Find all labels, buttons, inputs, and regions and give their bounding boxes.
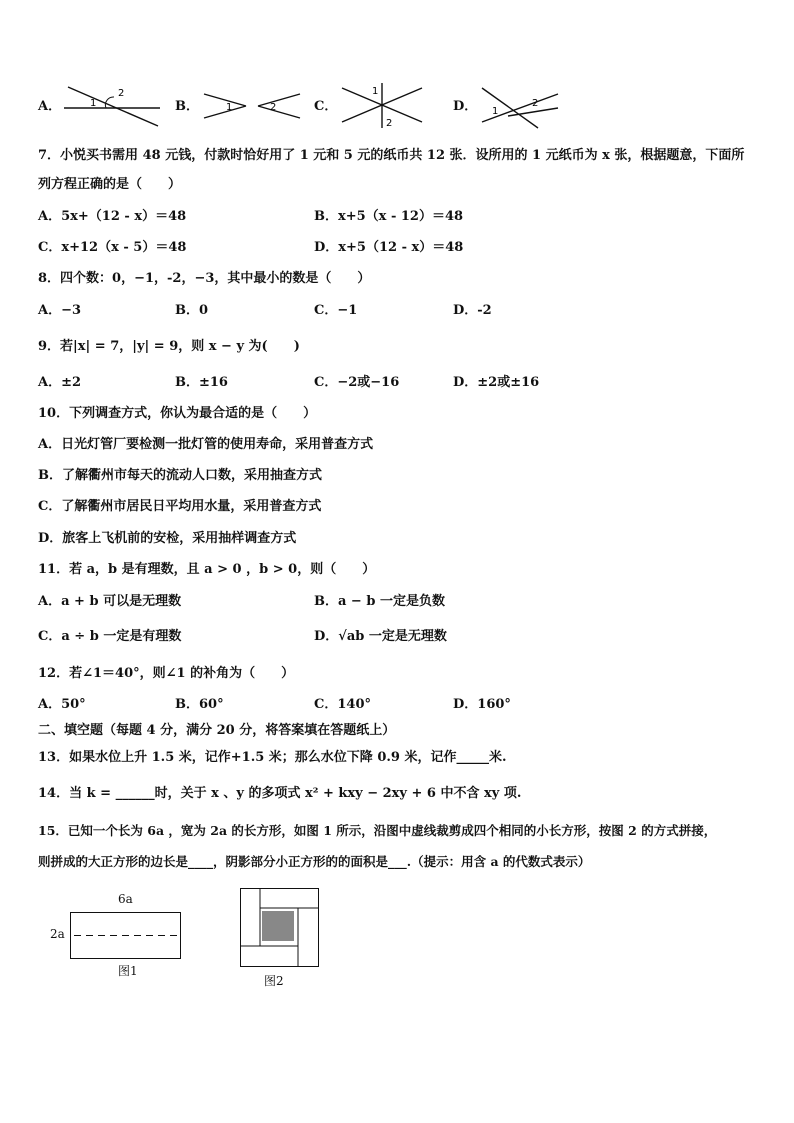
q11-stem: 11．若 a，b 是有理数，且 a > 0 ，b > 0，则（ ）	[38, 562, 376, 577]
q9-option-d: D．±2或±16	[453, 375, 540, 390]
q6-option-b-label: B．	[175, 99, 199, 114]
q12-option-b: B．60°	[175, 697, 224, 712]
q6c-angle2: 2	[386, 118, 393, 129]
q11-option-c: C．a ÷ b 一定是有理数	[38, 629, 182, 644]
q8-option-d: D．-2	[453, 303, 492, 318]
q6-figure-d	[478, 82, 562, 132]
q11-option-d: D．√ab 一定是无理数	[314, 629, 447, 644]
q6-figure-a	[62, 82, 162, 132]
q11-option-b: B．a − b 一定是负数	[314, 594, 445, 609]
fig1-side-label: 2a	[50, 927, 65, 941]
fig1-caption: 图1	[118, 964, 138, 978]
q10-option-d: D．旅客上飞机前的安检，采用抽样调查方式	[38, 531, 297, 546]
q6b-angle1: 1	[226, 102, 233, 113]
q6d-angle1: 1	[492, 106, 499, 117]
q6-option-d-label: D．	[453, 99, 478, 114]
q10-option-c: C．了解衢州市居民日平均用水量，采用普查方式	[38, 499, 322, 514]
q14-stem: 14．当 k = ______时，关于 x 、y 的多项式 x² + kxy − 2xy + 6 中不含 xy 项.	[38, 786, 522, 801]
q6d-angle2: 2	[532, 98, 539, 109]
q9-stem: 9．若|x| = 7，|y| = 9，则 x − y 为( )	[38, 339, 300, 354]
q15-stem-line2: 则拼成的大正方形的边长是____，阴影部分小正方形的的面积是___.（提示：用含 a 的代数式表示）	[38, 854, 591, 869]
q6-figure-c	[340, 80, 424, 130]
q13-stem: 13．如果水位上升 1.5 米，记作+1.5 米；那么水位下降 0.9 米，记作_____米.	[38, 750, 507, 765]
q7-option-b: B．x+5（x - 12）＝48	[314, 209, 464, 224]
fig1-top-label: 6a	[118, 892, 133, 906]
q11-option-a: A．a + b 可以是无理数	[38, 594, 182, 609]
section-2-heading: 二、填空题（每题 4 分，满分 20 分，将答案填在答题纸上）	[38, 723, 396, 738]
q8-stem: 8．四个数：0，−1，-2，−3，其中最小的数是（ ）	[38, 271, 371, 286]
q7-option-a: A．5x+（12 - x）＝48	[38, 209, 187, 224]
q6-figure-b	[202, 88, 302, 128]
q12-option-d: D．160°	[453, 697, 511, 712]
q10-option-b: B．了解衢州市每天的流动人口数，采用抽查方式	[38, 468, 322, 483]
q15-stem-line1: 15．已知一个长为 6a ，宽为 2a 的长方形，如图 1 所示，沿图中虚线裁剪成四个相同的小长方形，按图 2 的方式拼接，	[38, 823, 717, 838]
q7-stem-line2: 列方程正确的是（ ）	[38, 177, 182, 192]
q9-option-c: C．−2或−16	[314, 375, 400, 390]
q9-option-b: B．±16	[175, 375, 228, 390]
q10-stem: 10．下列调查方式，你认为最合适的是（ ）	[38, 406, 317, 421]
q7-option-d: D．x+5（12 - x）＝48	[314, 240, 464, 255]
q6-option-c-label: C．	[314, 99, 338, 114]
q9-option-a: A．±2	[38, 375, 82, 390]
q12-option-c: C．140°	[314, 697, 371, 712]
fig2-square	[240, 888, 320, 968]
q6c-angle1: 1	[372, 86, 379, 97]
fig2-shaded-square	[262, 911, 294, 941]
q7-stem-line1: 7．小悦买书需用 48 元钱，付款时恰好用了 1 元和 5 元的纸币共 12 张．设所用的 1 元纸币为 x 张，根据题意，下面所	[38, 148, 745, 163]
q8-option-b: B．0	[175, 303, 209, 318]
q6a-angle2: 2	[118, 88, 125, 99]
q7-option-c: C．x+12（x - 5）＝48	[38, 240, 187, 255]
fig2-caption: 图2	[264, 974, 284, 988]
q10-option-a: A．日光灯管厂要检测一批灯管的使用寿命，采用普查方式	[38, 437, 374, 452]
q12-option-a: A．50°	[38, 697, 86, 712]
fig1-rectangle	[70, 912, 182, 960]
q6-option-a-label: A．	[38, 99, 62, 114]
q6a-angle1: 1	[90, 98, 97, 109]
q8-option-c: C．−1	[314, 303, 358, 318]
q8-option-a: A．−3	[38, 303, 82, 318]
q6b-angle2: 2	[270, 102, 277, 113]
q12-stem: 12．若∠1＝40°，则∠1 的补角为（ ）	[38, 666, 295, 681]
